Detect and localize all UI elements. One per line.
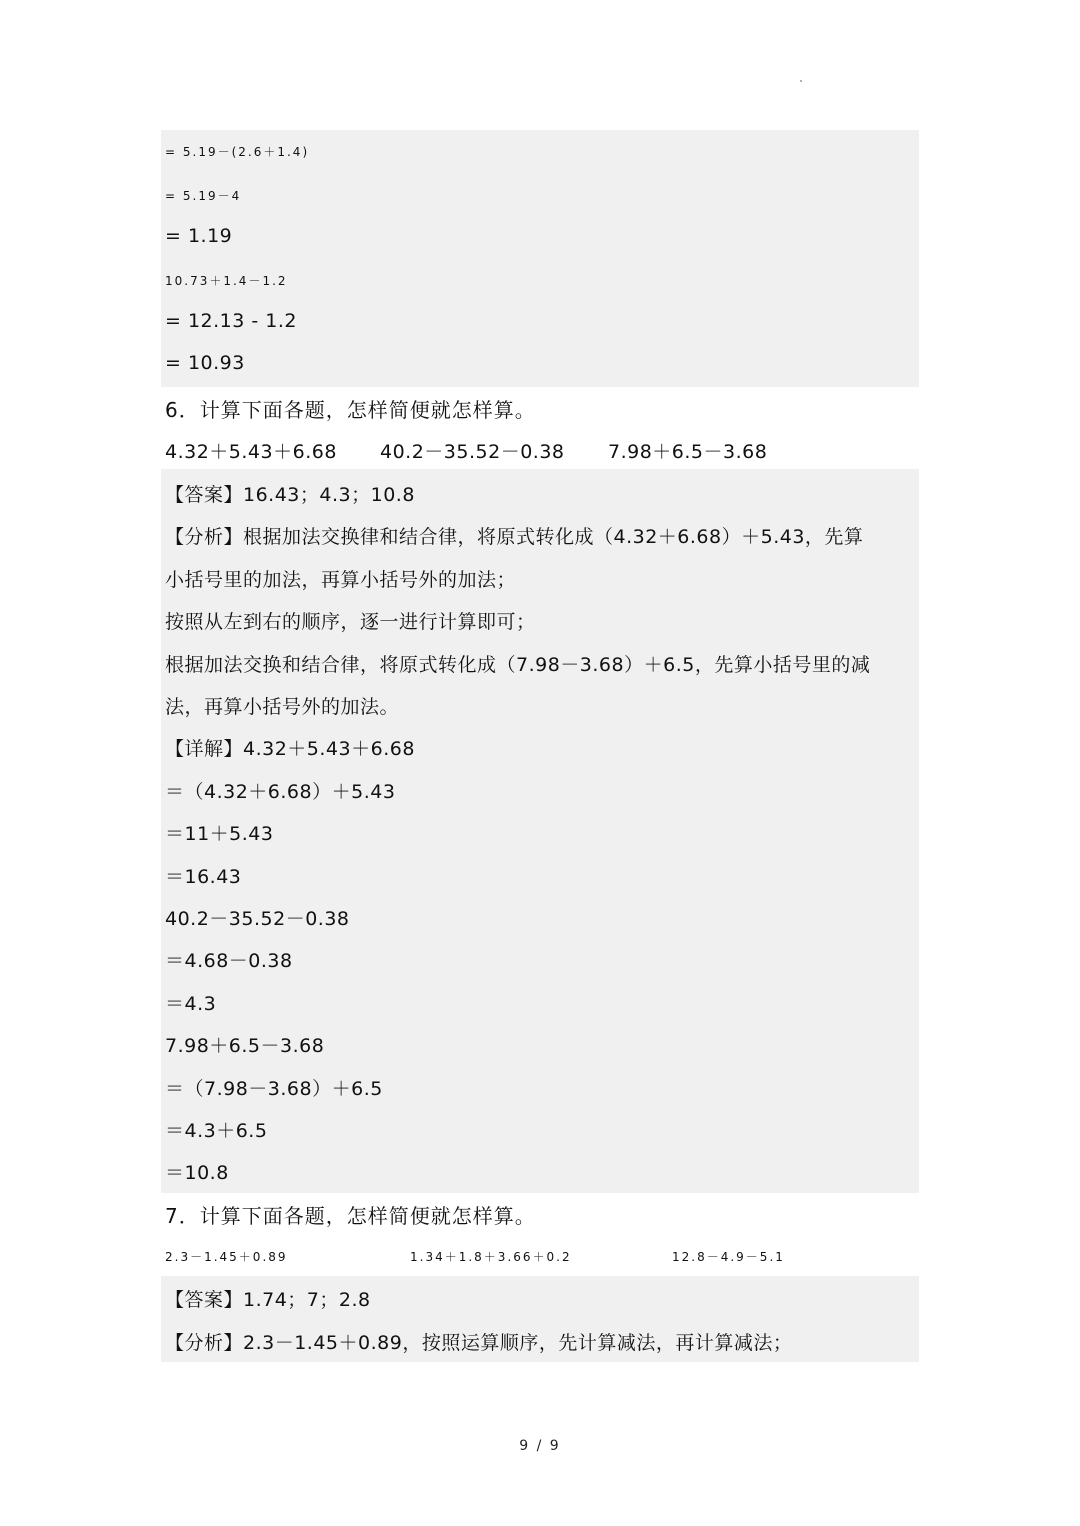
question-6-answer: 【答案】16.43；4.3；10.8	[165, 484, 415, 506]
question-6-detail: 【详解】4.32＋5.43＋6.68	[165, 738, 415, 760]
question-6-analysis: 小括号里的加法，再算小括号外的加法；	[165, 569, 517, 591]
question-7-analysis: 【分析】2.3－1.45＋0.89，按照运算顺序，先计算减法，再计算减法；	[165, 1332, 793, 1354]
question-6-problem: 7.98＋6.5－3.68	[608, 441, 768, 463]
question-6-detail: ＝10.8	[165, 1162, 229, 1184]
question-6-problem: 40.2－35.52－0.38	[380, 441, 565, 463]
question-6-problem: 4.32＋5.43＋6.68	[165, 441, 337, 463]
calc-line: 10.73＋1.4－1.2	[165, 274, 288, 288]
calc-line: = 5.19－4	[165, 189, 242, 203]
question-6-title: 6．计算下面各题，怎样简便就怎样算。	[165, 398, 536, 422]
question-6-detail: ＝4.3＋6.5	[165, 1120, 268, 1142]
question-7-answer: 【答案】1.74；7；2.8	[165, 1289, 371, 1311]
question-6-analysis: 【分析】根据加法交换律和结合律，将原式转化成（4.32＋6.68）＋5.43，先算	[165, 526, 864, 548]
question-6-detail: ＝11＋5.43	[165, 823, 274, 845]
stray-dot	[800, 80, 802, 82]
question-6-analysis: 法，再算小括号外的加法。	[165, 696, 400, 718]
calc-line: = 1.19	[165, 225, 233, 247]
question-6-detail: 40.2－35.52－0.38	[165, 908, 350, 930]
question-6-detail: ＝4.3	[165, 993, 217, 1015]
question-6-detail: ＝（7.98－3.68）＋6.5	[165, 1078, 383, 1100]
page-number: 9 / 9	[519, 1438, 561, 1454]
question-6-detail: ＝4.68－0.38	[165, 950, 293, 972]
question-6-analysis: 按照从左到右的顺序，逐一进行计算即可；	[165, 611, 536, 633]
question-7-problem: 1.34＋1.8＋3.66＋0.2	[410, 1250, 572, 1264]
calc-line: = 10.93	[165, 352, 245, 374]
question-7-title: 7．计算下面各题，怎样简便就怎样算。	[165, 1204, 536, 1228]
answer-box-prev	[161, 130, 919, 387]
calc-line: = 12.13 - 1.2	[165, 310, 298, 332]
question-6-analysis: 根据加法交换和结合律，将原式转化成（7.98－3.68）＋6.5，先算小括号里的减	[165, 654, 871, 676]
question-6-detail: ＝16.43	[165, 866, 242, 888]
calc-line: = 5.19－(2.6＋1.4)	[165, 145, 310, 159]
question-7-problem: 12.8－4.9－5.1	[672, 1250, 785, 1264]
question-6-detail: 7.98＋6.5－3.68	[165, 1035, 325, 1057]
question-6-detail: ＝（4.32＋6.68）＋5.43	[165, 781, 396, 803]
question-7-problem: 2.3－1.45＋0.89	[165, 1250, 288, 1264]
